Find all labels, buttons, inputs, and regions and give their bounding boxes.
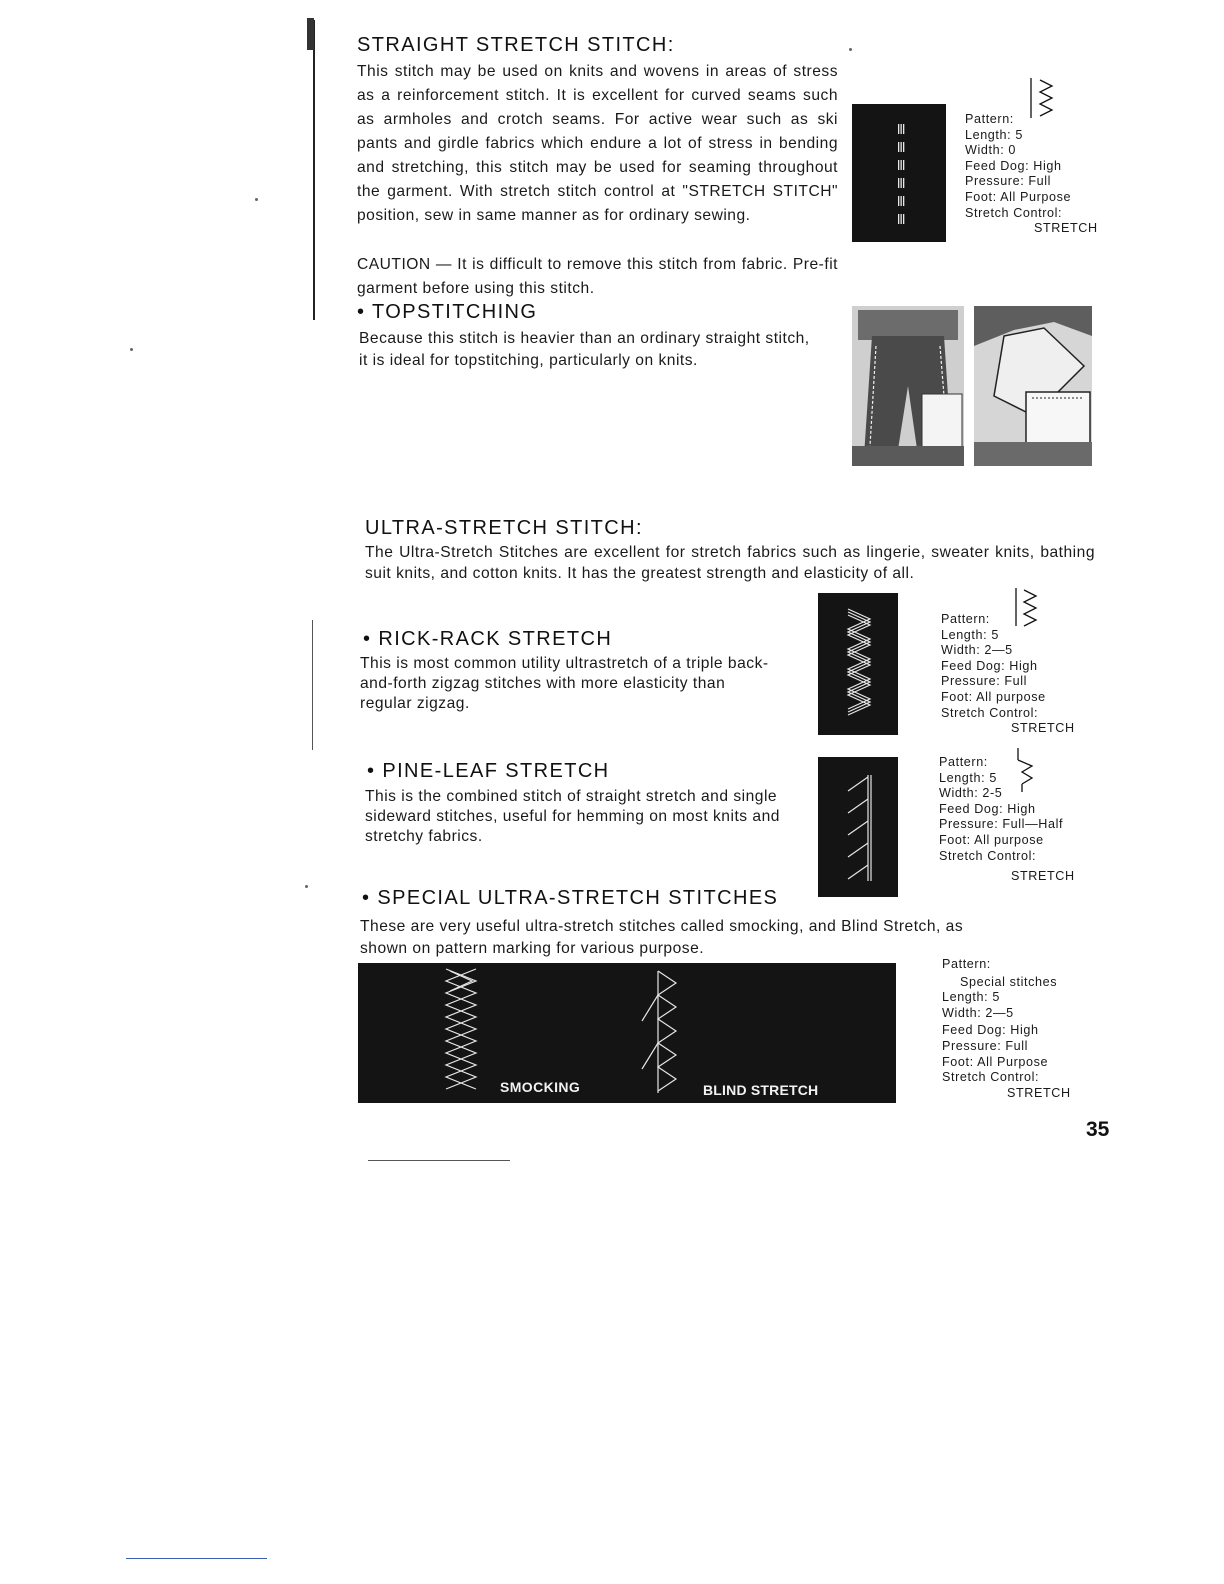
ultra-stretch-title: ULTRA-STRETCH STITCH: [365,517,643,539]
stretch-control-value: STRETCH [1011,721,1075,736]
pine-leaf-description: This is the combined stitch of straight stretch and single sideward stitches, useful for hemming on most knits and stretchy fabrics. [365,788,780,845]
pine-leaf-title: • PINE-LEAF STRETCH [367,760,610,782]
special-stitches-settings [942,957,1092,1101]
blind-stretch-label: BLIND STRETCH [703,1082,819,1098]
bottom-edge-rule [126,1558,267,1559]
page-number: 35 [1086,1118,1110,1141]
pine-leaf-swatch [818,757,898,897]
straight-stretch-description: This stitch may be used on knits and wovens in areas of stress as a reinforcement stitch. It is excellent for curved seams such as armholes and crotch seams. For active wear such as ski pants and girdle fabrics which endure a lot of stress in bending and stretching, this stitch may be used for seaming throughout the garment. With stretch stitch control at "STRETCH STITCH" position, sew in same manner as for ordinary sewing. [357,63,838,224]
rick-rack-settings [941,612,1091,737]
width-setting: Width: 2-5 [939,786,1003,801]
straight-stretch-title: STRAIGHT STRETCH STITCH: [357,34,675,56]
width-setting: Width: 2—5 [942,1005,1014,1020]
speck [130,348,133,351]
pattern-label: Pattern: [939,755,988,769]
binding-tab [307,18,314,50]
rick-rack-title: • RICK-RACK STRETCH [363,628,613,650]
topstitching-title: • TOPSTITCHING [357,301,538,323]
topstitched-shirt-illustration [974,306,1092,466]
pressure-setting: Pressure: Full [941,674,1028,689]
pressure-setting: Pressure: Full—Half [939,817,1064,832]
foot-setting: Foot: All purpose [939,832,1044,847]
foot-setting: Foot: All purpose [941,689,1046,704]
stretch-control-setting: Stretch Control: [939,848,1037,863]
pattern-label: Pattern: [965,112,1014,126]
topstitched-pants-illustration [852,306,964,466]
stretch-control-setting: Stretch Control: [941,705,1039,720]
smocking-label: SMOCKING [500,1079,581,1095]
special-ultra-stretch-description: These are very useful ultra-stretch stitches called smocking, and Blind Stretch, as shown on pattern marking for various purpose. [360,918,964,957]
binding-line [313,20,315,320]
speck [255,198,258,201]
ultra-stretch-description: The Ultra-Stretch Stitches are excellent for stretch fabrics such as lingerie, sweater knits, bathing suit knits, and cotton knits. It has the greatest strength and elasticity of all. [365,544,1095,582]
straight-stretch-stitch-sample [852,104,946,242]
speck [849,48,852,51]
feed-dog-setting: Feed Dog: High [941,658,1038,673]
straight-stretch-caution: CAUTION — It is difficult to remove this stitch from fabric. Pre-fit garment before using this stitch. [357,256,838,297]
rick-rack-description: This is most common utility ultrastretch of a triple back-and-forth zigzag stitches with more elasticity than regular zigzag. [360,655,769,712]
special-ultra-stretch-title: • SPECIAL ULTRA-STRETCH STITCHES [362,887,779,909]
binding-line-lower [312,620,313,750]
blind-stretch-stitch-sample [642,971,676,1093]
pattern-label: Pattern: [941,612,990,626]
foot-setting: Foot: All Purpose [942,1054,1049,1069]
stretch-control-value: STRETCH [1011,869,1075,884]
rick-rack-swatch [818,593,898,735]
smocking-stitch-sample [446,969,476,1089]
width-setting: Width: 0 [965,143,1016,158]
foot-setting: Foot: All Purpose [965,189,1072,204]
speck [305,885,308,888]
feed-dog-setting: Feed Dog: High [965,158,1062,173]
length-setting: Length: 5 [941,627,999,642]
length-setting: Length: 5 [939,770,997,785]
stretch-control-value: STRETCH [1034,221,1098,236]
pattern-value: Special stitches [960,974,1058,989]
pressure-setting: Pressure: Full [965,174,1052,189]
stretch-control-value: STRETCH [1007,1085,1071,1100]
pine-leaf-stitch-sample [818,757,898,897]
width-setting: Width: 2—5 [941,643,1013,658]
rick-rack-stitch-sample [818,593,898,735]
stretch-control-setting: Stretch Control: [965,205,1063,220]
feed-dog-setting: Feed Dog: High [939,801,1036,816]
length-setting: Length: 5 [942,990,1000,1005]
footer-rule [368,1160,510,1161]
feed-dog-setting: Feed Dog: High [942,1023,1039,1038]
pine-leaf-settings [939,755,1089,885]
topstitching-description: Because this stitch is heavier than an ordinary straight stitch, it is ideal for topstitching, particularly on knits. [359,330,810,369]
pattern-label: Pattern: [942,957,991,971]
stretch-control-setting: Stretch Control: [942,1070,1040,1085]
straight-stretch-swatch [852,104,946,242]
length-setting: Length: 5 [965,127,1023,142]
straight-stretch-settings [965,112,1115,237]
pressure-setting: Pressure: Full [942,1038,1029,1053]
